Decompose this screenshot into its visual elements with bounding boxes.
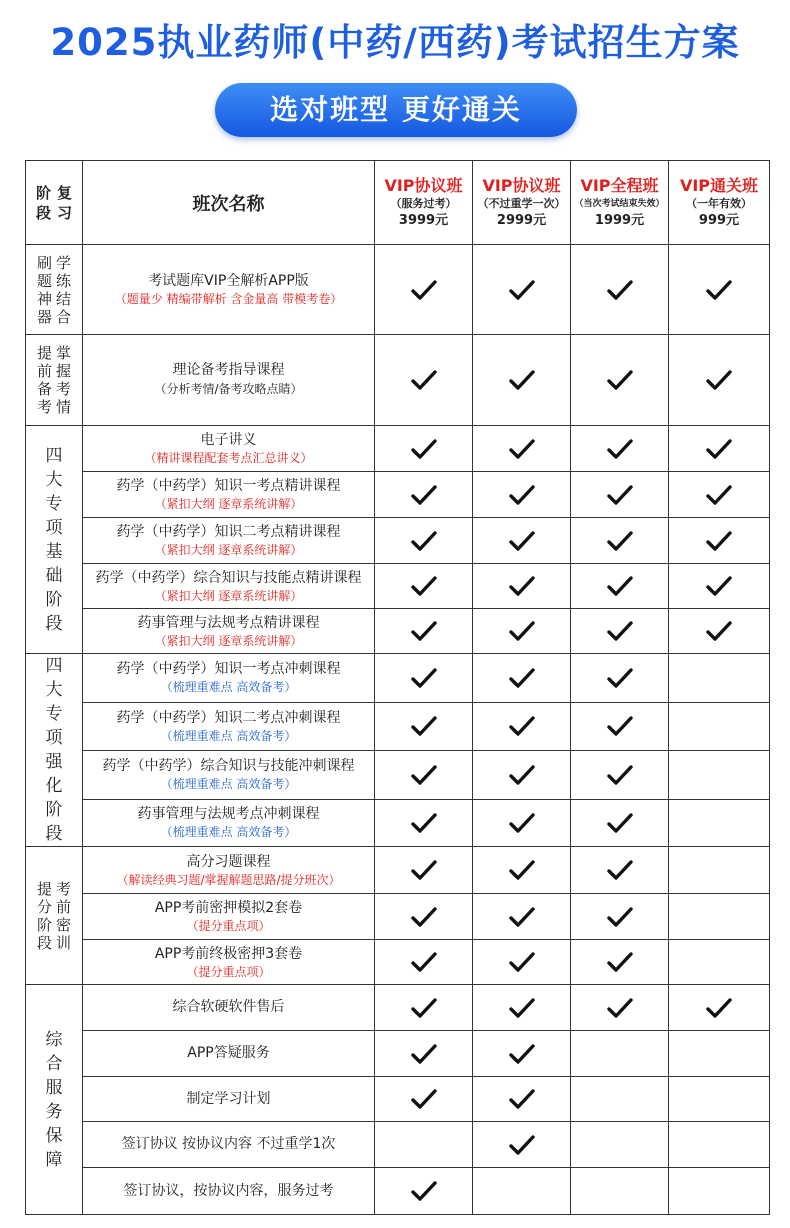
class-name: 药事管理与法规考点精讲课程: [137, 614, 320, 631]
stage-header-right-char: 习: [57, 203, 73, 222]
plan-1-cell: [473, 335, 571, 426]
plan-3-cell: [669, 1168, 770, 1215]
check-icon: [607, 369, 633, 391]
class-name: APP答疑服务: [187, 1045, 270, 1061]
stage-char: 综: [45, 1029, 63, 1050]
page-title: 2025执业药师(中药/西药)考试招生方案: [50, 21, 740, 64]
check-icon: [411, 484, 437, 506]
plan-1-cell: [473, 1031, 571, 1077]
class-name-cell: [83, 335, 375, 426]
plan-3-cell: [669, 1031, 770, 1077]
stage-header-right-char: 复: [57, 183, 73, 202]
plan-2-cell: [571, 426, 669, 472]
check-icon: [509, 279, 535, 301]
plan-0-cell: [375, 894, 473, 940]
stage-label-left: [37, 880, 52, 952]
plan-2-cell: [571, 1122, 669, 1168]
check-icon: [411, 859, 437, 881]
plan-3-cell: [669, 472, 770, 518]
stage-left-char: 刷: [36, 253, 52, 272]
check-icon: [509, 715, 535, 737]
stage-right-char: 考: [56, 879, 72, 898]
plan-0-cell: [375, 654, 473, 703]
plan-0-cell: [375, 702, 473, 751]
stage-label-left: [37, 254, 52, 326]
class-name: 签订协议，按协议内容，服务过考: [123, 1182, 334, 1199]
table-row: [26, 894, 770, 940]
class-name: 药事管理与法规考点冲刺课程: [137, 806, 320, 823]
plan-1-cell: [473, 1168, 571, 1215]
class-name-cell: [83, 518, 375, 564]
check-icon: [509, 1088, 535, 1110]
check-icon: [706, 530, 732, 552]
stage-right-char: 掌: [56, 344, 72, 362]
plan-0-cell: [375, 564, 473, 609]
class-name: APP考前密押模拟2套卷: [154, 900, 303, 916]
plan-1-cell: [473, 702, 571, 751]
table-row: [26, 426, 770, 472]
check-icon: [509, 1134, 535, 1156]
plan-3-cell: [669, 335, 770, 426]
table-row: [26, 609, 770, 654]
class-name: 电子讲义: [200, 432, 257, 448]
plan-2-cell: [571, 1168, 669, 1215]
class-note: （解读经典习题/掌握解题思路/提分班次）: [116, 872, 341, 887]
class-name: APP考前终极密押3套卷: [154, 945, 303, 962]
check-icon: [509, 620, 535, 642]
plan-0-cell: [375, 1122, 473, 1168]
class-name-cell: [83, 702, 375, 751]
class-note: （紧扣大纲 逐章系统讲解）: [154, 633, 303, 648]
table-row: [26, 1031, 770, 1077]
stage-char: 基: [45, 541, 63, 562]
stage-char: 障: [45, 1149, 63, 1170]
plan-price: 3999元: [398, 213, 449, 228]
check-icon: [706, 438, 732, 460]
plan-3-cell: [669, 847, 770, 894]
class-note: （题量少 精编带解析 含金量高 带模考卷）: [114, 292, 343, 306]
stage-left-char: 提: [36, 344, 52, 362]
check-icon: [411, 575, 437, 597]
table-row: [26, 985, 770, 1031]
plan-name: VIP通关班: [679, 176, 759, 195]
stage-cell: [26, 985, 83, 1215]
stage-right-char: 训: [56, 933, 72, 952]
class-name-cell: [83, 1122, 375, 1168]
stage-char: 专: [45, 704, 63, 724]
stage-left-char: 备: [36, 380, 52, 398]
plan-3-cell: [669, 654, 770, 703]
check-icon: [607, 764, 633, 786]
class-name: 药学（中药学）知识二考点冲刺课程: [116, 709, 341, 726]
stage-char: 四: [45, 445, 63, 466]
plan-1-cell: [473, 472, 571, 518]
plan-2-cell: [571, 1031, 669, 1077]
check-icon: [706, 369, 732, 391]
class-name-cell: [83, 426, 375, 472]
class-note: （梳理重难点 高效备考）: [160, 728, 297, 743]
stage-char: 础: [45, 565, 63, 586]
stage-char: 大: [45, 469, 63, 490]
stage-right-char: 前: [56, 897, 72, 916]
plan-2-cell: [571, 702, 669, 751]
check-icon: [411, 438, 437, 460]
plan-3-cell: [669, 609, 770, 654]
class-name-cell: [83, 609, 375, 654]
stage-left-char: 段: [36, 933, 52, 952]
class-name-cell: [83, 654, 375, 703]
check-icon: [607, 279, 633, 301]
plan-3-cell: [669, 702, 770, 751]
class-name-cell: [83, 1077, 375, 1122]
plan-price: 999元: [698, 213, 740, 228]
plan-1-cell: [473, 894, 571, 940]
check-icon: [411, 951, 437, 973]
check-icon: [509, 997, 535, 1019]
check-icon: [411, 1043, 437, 1065]
plan-2-cell: [571, 245, 669, 335]
class-note: （提分重点项）: [186, 919, 271, 933]
check-icon: [411, 906, 437, 928]
check-icon: [411, 997, 437, 1019]
check-icon: [411, 1088, 437, 1110]
class-name: 药学（中药学）知识一考点精讲课程: [116, 478, 341, 494]
stage-left-char: 题: [36, 271, 52, 290]
stage-left-char: 神: [36, 289, 52, 308]
stage-char: 化: [45, 776, 63, 796]
stage-char: 大: [45, 680, 63, 700]
plan-1-cell: [473, 940, 571, 985]
table-row: [26, 702, 770, 751]
plan-1-cell: [473, 799, 571, 847]
stage-left-char: 阶: [36, 915, 52, 934]
check-icon: [607, 620, 633, 642]
stage-char: 务: [45, 1101, 63, 1122]
check-icon: [509, 667, 535, 689]
class-name-cell: [83, 1031, 375, 1077]
class-name: 签订协议 按协议内容 不过重学1次: [121, 1136, 336, 1152]
check-icon: [607, 859, 633, 881]
plan-name: VIP协议班: [482, 176, 561, 195]
plan-1-cell: [473, 654, 571, 703]
check-icon: [509, 812, 535, 834]
plan-3-cell: [669, 426, 770, 472]
class-name: 药学（中药学）综合知识与技能点精讲课程: [95, 569, 362, 586]
stage-cell: [26, 245, 83, 335]
check-icon: [607, 812, 633, 834]
stage-header-left: [36, 183, 51, 223]
class-name: 理论备考指导课程: [172, 362, 285, 378]
check-icon: [509, 369, 535, 391]
plan-name: VIP协议班: [384, 176, 463, 195]
stage-label: [26, 444, 82, 636]
plan-3-cell: [669, 564, 770, 609]
stage-char: 段: [45, 613, 63, 634]
stage-char: 阶: [45, 800, 63, 820]
stage-label-left: [37, 344, 52, 416]
class-name-cell: [83, 985, 375, 1031]
class-name-cell: [83, 847, 375, 894]
class-name-cell: [83, 799, 375, 847]
stage-right-char: 情: [56, 398, 72, 416]
class-note: （梳理重难点 高效备考）: [160, 777, 297, 792]
table-header-row: [26, 161, 770, 245]
stage-char: 强: [45, 752, 63, 772]
plan-header-3: [669, 161, 770, 245]
plan-2-cell: [571, 654, 669, 703]
stage-right-char: 合: [56, 307, 72, 326]
stage-label-right: [56, 254, 71, 326]
stage-cell: [26, 654, 83, 847]
check-icon: [706, 997, 732, 1019]
check-icon: [509, 906, 535, 928]
stage-left-char: 分: [36, 897, 52, 916]
stage-char: 项: [45, 728, 63, 748]
stage-right-char: 考: [56, 380, 72, 398]
plan-0-cell: [375, 426, 473, 472]
plan-3-cell: [669, 985, 770, 1031]
plan-note: （一年有效）: [686, 197, 752, 210]
check-icon: [706, 575, 732, 597]
check-icon: [509, 575, 535, 597]
class-name-cell: [83, 1168, 375, 1215]
stage-cell: [26, 335, 83, 426]
table-row: [26, 518, 770, 564]
check-icon: [509, 530, 535, 552]
stage-header-left-char: 阶: [35, 183, 51, 202]
class-name: 综合软硬软件售后: [172, 999, 285, 1015]
class-note: （紧扣大纲 逐章系统讲解）: [154, 543, 303, 557]
table-row: [26, 799, 770, 847]
stage-label: [26, 1028, 82, 1172]
plan-2-cell: [571, 985, 669, 1031]
plan-2-cell: [571, 894, 669, 940]
check-icon: [607, 906, 633, 928]
class-name-cell: [83, 245, 375, 335]
check-icon: [411, 764, 437, 786]
stage-header-right: [57, 183, 72, 223]
table-row: [26, 472, 770, 518]
plan-1-cell: [473, 1077, 571, 1122]
plan-0-cell: [375, 245, 473, 335]
check-icon: [706, 484, 732, 506]
plan-0-cell: [375, 1031, 473, 1077]
check-icon: [706, 620, 732, 642]
class-name-cell: [83, 940, 375, 985]
plan-2-cell: [571, 518, 669, 564]
class-note: （梳理重难点 高效备考）: [160, 680, 297, 695]
check-icon: [607, 997, 633, 1019]
check-icon: [607, 575, 633, 597]
class-name: 药学（中药学）知识一考点冲刺课程: [116, 661, 341, 678]
stage-char: 阶: [45, 589, 63, 610]
plan-3-cell: [669, 1077, 770, 1122]
plan-0-cell: [375, 609, 473, 654]
plan-0-cell: [375, 799, 473, 847]
check-icon: [607, 530, 633, 552]
stage-left-char: 提: [36, 879, 52, 898]
plan-name: VIP全程班: [580, 176, 659, 195]
stage-header: [26, 161, 83, 245]
check-icon: [411, 667, 437, 689]
stage-char: 专: [45, 493, 63, 514]
table-row: [26, 1168, 770, 1215]
check-icon: [509, 764, 535, 786]
table-row: [26, 940, 770, 985]
check-icon: [607, 667, 633, 689]
table-row: [26, 245, 770, 335]
class-name: 考试题库VIP全解析APP版: [148, 273, 309, 289]
check-icon: [411, 279, 437, 301]
stage-label-right: [56, 880, 71, 952]
plan-0-cell: [375, 847, 473, 894]
plan-1-cell: [473, 985, 571, 1031]
stage-char: 服: [45, 1077, 63, 1098]
plan-2-cell: [571, 1077, 669, 1122]
plan-0-cell: [375, 1077, 473, 1122]
check-icon: [607, 951, 633, 973]
plan-1-cell: [473, 609, 571, 654]
plan-2-cell: [571, 564, 669, 609]
table-row: [26, 654, 770, 703]
stage-char: 项: [45, 517, 63, 538]
plan-header-0: [375, 161, 473, 245]
table-row: [26, 564, 770, 609]
stage-cell: [26, 426, 83, 654]
stage-right-char: 握: [56, 362, 72, 380]
stage-left-char: 考: [36, 398, 52, 416]
plan-1-cell: [473, 245, 571, 335]
plan-1-cell: [473, 1122, 571, 1168]
check-icon: [411, 1180, 437, 1202]
check-icon: [607, 484, 633, 506]
plan-0-cell: [375, 472, 473, 518]
plan-0-cell: [375, 1168, 473, 1215]
plan-2-cell: [571, 847, 669, 894]
check-icon: [706, 279, 732, 301]
plan-2-cell: [571, 799, 669, 847]
plan-header-2: [571, 161, 669, 245]
class-note: （提分重点项）: [186, 964, 271, 979]
check-icon: [411, 812, 437, 834]
class-name-header: 班次名称: [83, 161, 375, 245]
stage-char: 合: [45, 1053, 63, 1074]
class-name-cell: [83, 751, 375, 800]
plan-3-cell: [669, 245, 770, 335]
check-icon: [607, 715, 633, 737]
check-icon: [509, 438, 535, 460]
subtitle-banner: 选对班型 更好通关: [215, 83, 577, 137]
plan-comparison-table: [25, 160, 770, 1215]
class-note: （精讲课程配套考点汇总讲义）: [144, 451, 313, 465]
plan-3-cell: [669, 799, 770, 847]
check-icon: [411, 530, 437, 552]
check-icon: [509, 1043, 535, 1065]
class-note: （紧扣大纲 逐章系统讲解）: [154, 497, 303, 511]
check-icon: [607, 438, 633, 460]
plan-price: 2999元: [496, 213, 547, 228]
stage-right-char: 结: [56, 289, 72, 308]
class-name: 高分习题课程: [186, 853, 271, 870]
table-row: [26, 1122, 770, 1168]
class-name-cell: [83, 894, 375, 940]
class-name-cell: [83, 564, 375, 609]
check-icon: [509, 484, 535, 506]
stage-label-right: [56, 344, 71, 416]
plan-2-cell: [571, 751, 669, 800]
plan-header-1: [473, 161, 571, 245]
plan-0-cell: [375, 751, 473, 800]
plan-1-cell: [473, 751, 571, 800]
stage-left-char: 器: [36, 307, 52, 326]
plan-0-cell: [375, 940, 473, 985]
plan-note: （服务过考）: [390, 197, 457, 210]
check-icon: [411, 620, 437, 642]
class-name: 制定学习计划: [186, 1090, 271, 1107]
table-body: [26, 245, 770, 1215]
class-name-cell: [83, 472, 375, 518]
plan-1-cell: [473, 564, 571, 609]
plan-0-cell: [375, 518, 473, 564]
plan-3-cell: [669, 518, 770, 564]
plan-2-cell: [571, 335, 669, 426]
class-note: （分析考情/备考攻略点睛）: [154, 382, 303, 396]
class-note: （紧扣大纲 逐章系统讲解）: [154, 588, 303, 603]
check-icon: [411, 715, 437, 737]
plan-3-cell: [669, 1122, 770, 1168]
plan-0-cell: [375, 985, 473, 1031]
table-row: [26, 1077, 770, 1122]
plan-2-cell: [571, 609, 669, 654]
stage-label: [26, 654, 82, 846]
plan-note: （不过重学一次）: [477, 197, 566, 210]
check-icon: [509, 951, 535, 973]
stage-cell: [26, 847, 83, 985]
check-icon: [509, 859, 535, 881]
plan-3-cell: [669, 894, 770, 940]
stage-header-left-char: 段: [35, 203, 51, 222]
stage-right-char: 密: [56, 915, 72, 934]
plan-2-cell: [571, 472, 669, 518]
plan-2-cell: [571, 940, 669, 985]
plan-0-cell: [375, 335, 473, 426]
plan-1-cell: [473, 426, 571, 472]
plan-price: 1999元: [594, 213, 645, 228]
stage-char: 四: [45, 656, 63, 676]
stage-char: 段: [45, 824, 63, 844]
stage-right-char: 学: [56, 253, 72, 272]
plan-note: （当次考试结束失效）: [574, 199, 665, 209]
table-row: [26, 751, 770, 800]
class-note: （梳理重难点 高效备考）: [160, 825, 297, 840]
plan-1-cell: [473, 518, 571, 564]
plan-3-cell: [669, 751, 770, 800]
stage-left-char: 前: [36, 362, 52, 380]
plan-3-cell: [669, 940, 770, 985]
class-name: 药学（中药学）综合知识与技能冲刺课程: [102, 758, 355, 775]
check-icon: [411, 369, 437, 391]
stage-char: 保: [45, 1125, 63, 1146]
table-row: [26, 335, 770, 426]
plan-1-cell: [473, 847, 571, 894]
stage-right-char: 练: [56, 271, 72, 290]
table-row: [26, 847, 770, 894]
class-name: 药学（中药学）知识二考点精讲课程: [116, 524, 341, 540]
